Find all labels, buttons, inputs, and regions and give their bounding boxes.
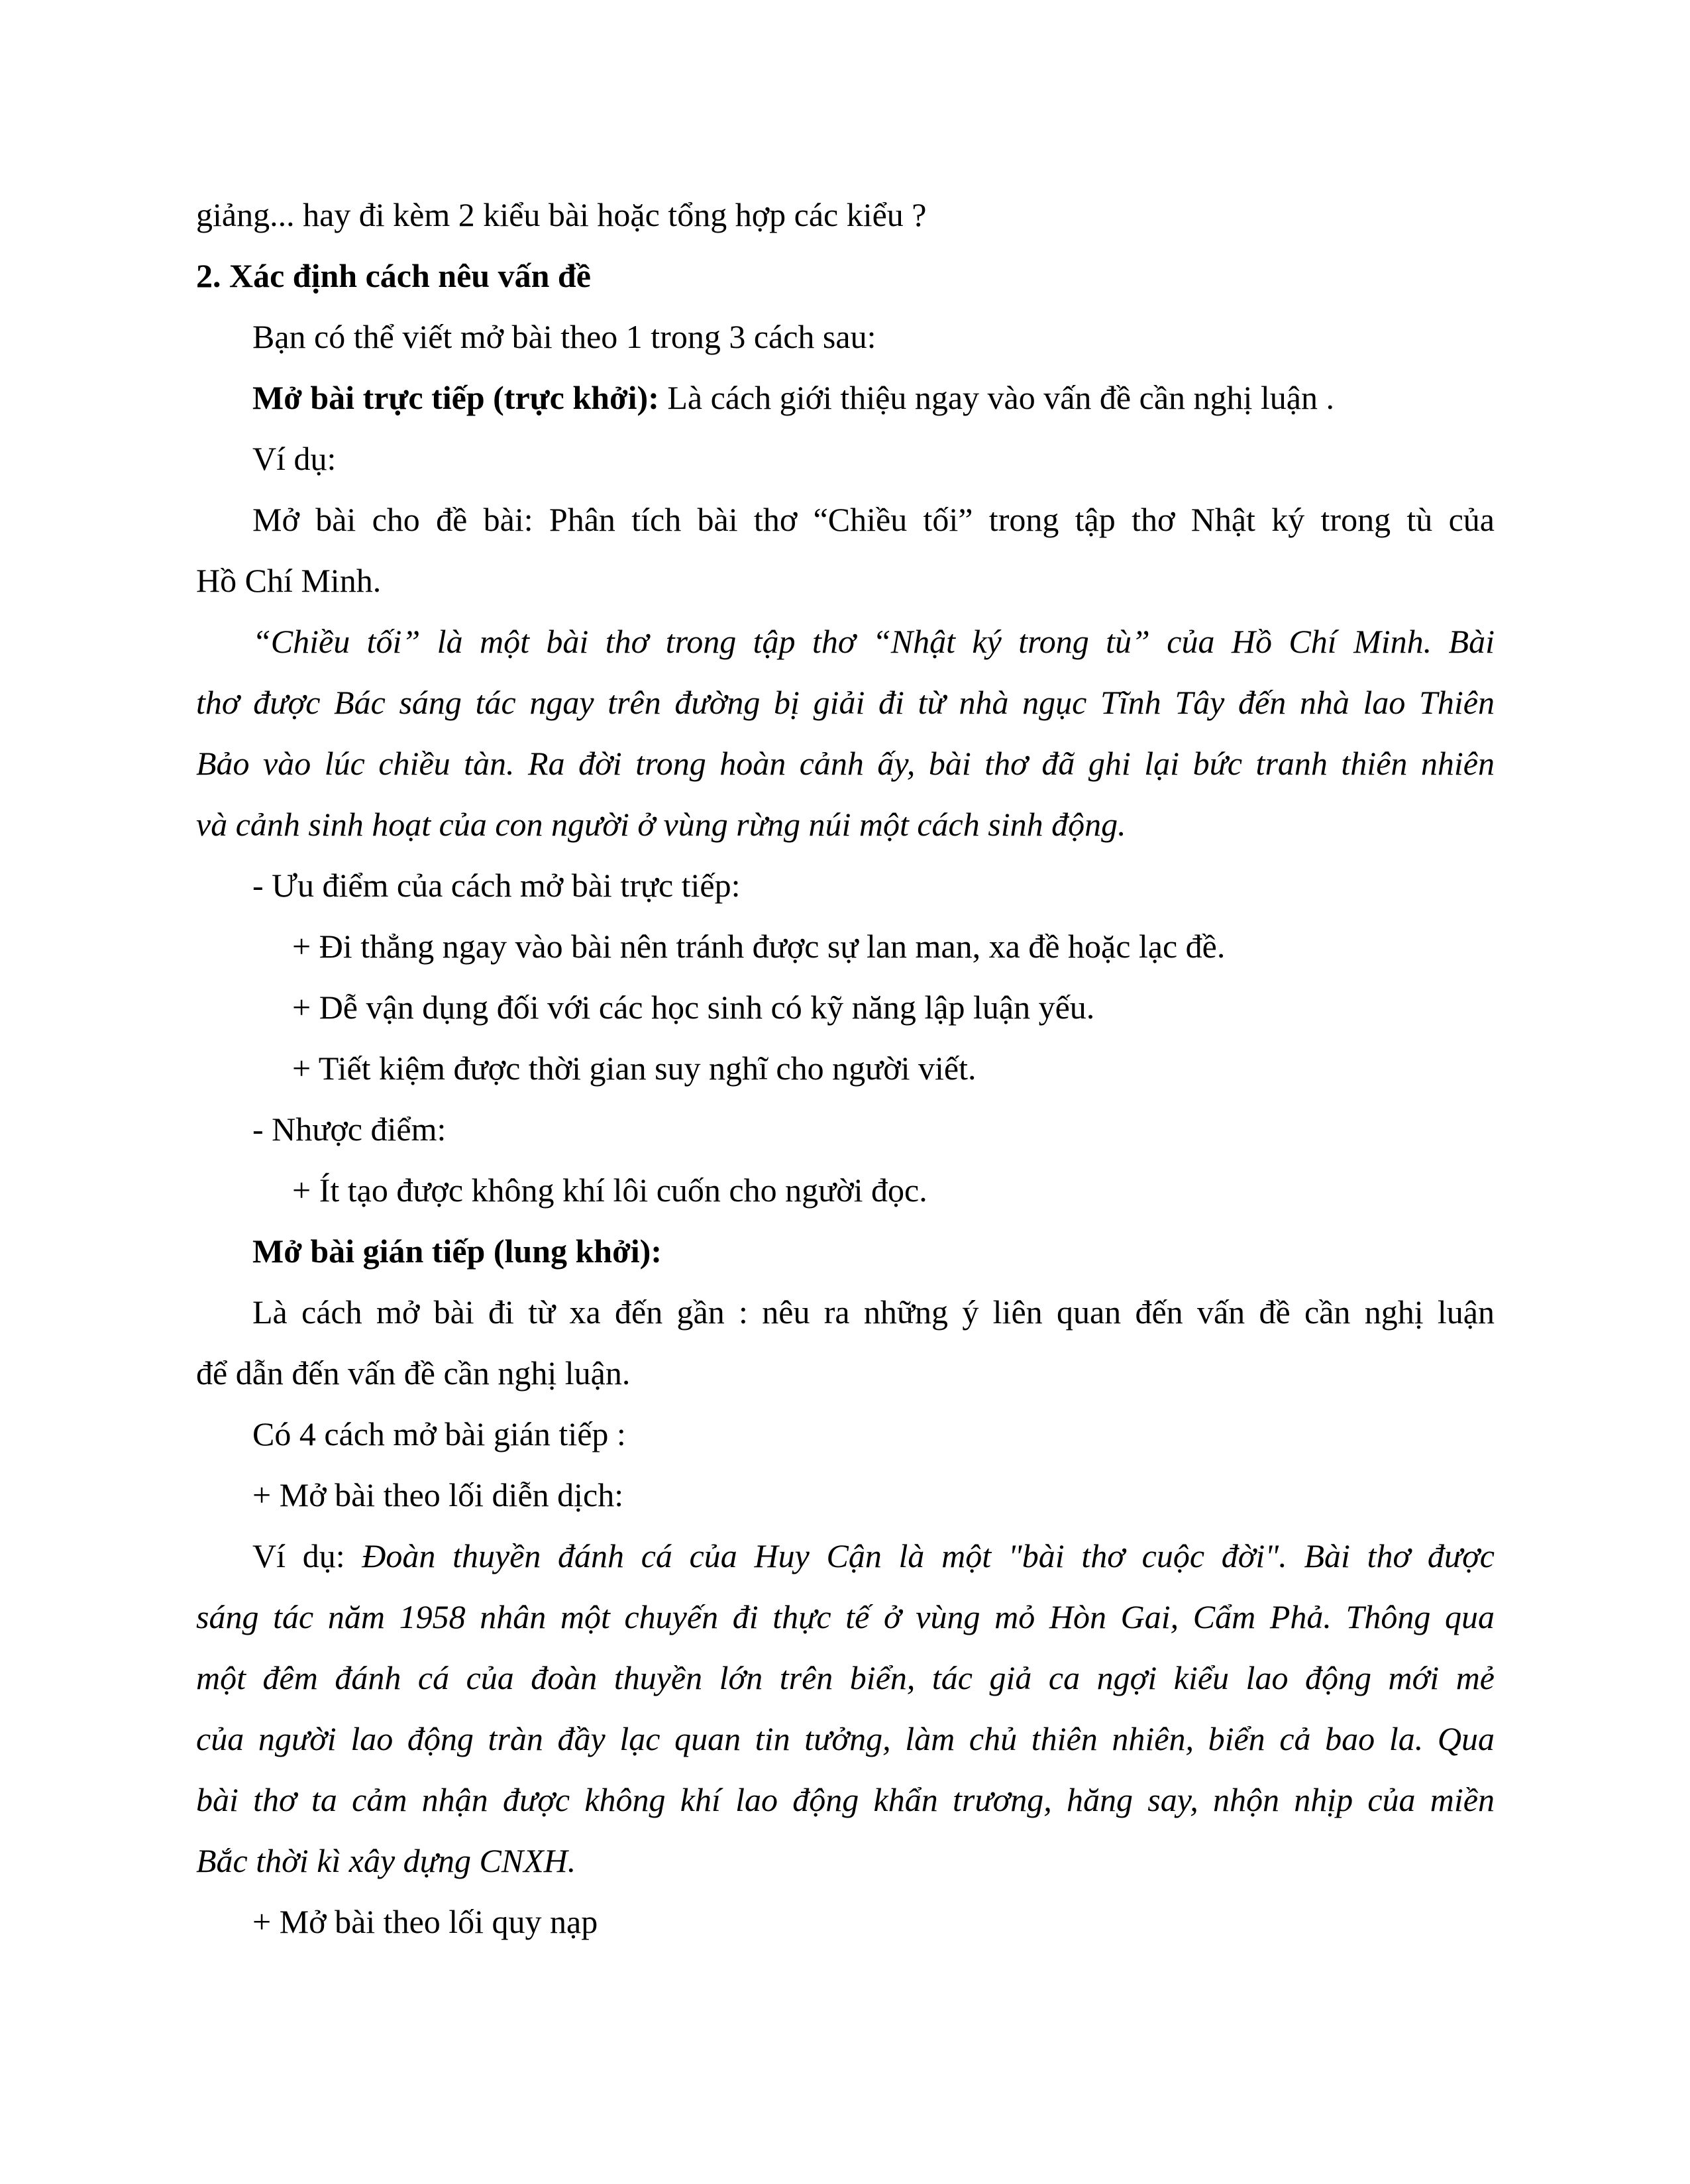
list-item: + Đi thẳng ngay vào bài nên tránh được sự lan man, xa đề hoặc lạc đề. — [292, 928, 1226, 965]
example-text-line: của người lao động tràn đầy lạc quan tin tưởng, làm chủ thiên nhiên, biển cả bao la. Qua — [196, 1720, 1495, 1757]
example-label: Ví dụ: — [252, 440, 337, 477]
list-item: + Mở bài theo lối quy nạp — [252, 1903, 598, 1940]
example-text-line: sáng tác năm 1958 nhân một chuyến đi thực tế ở vùng mỏ Hòn Gai, Cẩm Phả. Thông qua — [196, 1598, 1495, 1635]
list-heading: - Ưu điểm của cách mở bài trực tiếp: — [252, 867, 741, 904]
text-line: giảng... hay đi kèm 2 kiểu bài hoặc tổng hợp các kiểu ? — [196, 196, 927, 233]
example-label: Ví dụ: — [252, 1537, 362, 1574]
example-text-line: và cảnh sinh hoạt của con người ở vùng rừng núi một cách sinh động. — [196, 806, 1126, 843]
text-line: để dẫn đến vấn đề cần nghị luận. — [196, 1354, 631, 1392]
term-indirect-opening: Mở bài gián tiếp (lung khởi): — [252, 1232, 662, 1270]
example-text-line — [252, 1536, 1495, 1576]
example-text-line: bài thơ ta cảm nhận được không khí lao động khẩn trương, hăng say, nhộn nhịp của miền — [196, 1781, 1495, 1818]
example-text-line: Bắc thời kì xây dựng CNXH. — [196, 1842, 576, 1879]
text-line: Hồ Chí Minh. — [196, 562, 382, 599]
text-line: Có 4 cách mở bài gián tiếp : — [252, 1415, 626, 1452]
example-italic-text: Đoàn thuyền đánh cá của Huy Cận là một "bài thơ cuộc đời". Bài thơ được — [362, 1537, 1495, 1574]
definition-text: Là cách giới thiệu ngay vào vấn đề cần nghị luận . — [659, 379, 1334, 416]
list-item: + Mở bài theo lối diễn dịch: — [252, 1476, 624, 1513]
text-line: Là cách mở bài đi từ xa đến gần : nêu ra những ý liên quan đến vấn đề cần nghị luận — [252, 1293, 1495, 1331]
example-text-line: Bảo vào lúc chiều tàn. Ra đời trong hoàn cảnh ấy, bài thơ đã ghi lại bức tranh thiên nhiên — [196, 745, 1495, 782]
list-item: + Dễ vận dụng đối với các học sinh có kỹ năng lập luận yếu. — [292, 989, 1095, 1026]
list-item: + Ít tạo được không khí lôi cuốn cho người đọc. — [292, 1172, 927, 1209]
example-text-line: “Chiều tối” là một bài thơ trong tập thơ “Nhật ký trong tù” của Hồ Chí Minh. Bài — [252, 623, 1495, 660]
text-line: Mở bài cho đề bài: Phân tích bài thơ “Chiều tối” trong tập thơ Nhật ký trong tù của — [252, 501, 1495, 538]
text-line: Bạn có thể viết mở bài theo 1 trong 3 cách sau: — [252, 318, 876, 355]
definition-line — [252, 378, 1334, 417]
term-direct-opening: Mở bài trực tiếp (trực khởi): — [252, 379, 659, 416]
section-heading: 2. Xác định cách nêu vấn đề — [196, 257, 591, 294]
example-text-line: thơ được Bác sáng tác ngay trên đường bị giải đi từ nhà ngục Tĩnh Tây đến nhà lao Thiên — [196, 684, 1495, 721]
example-text-line: một đêm đánh cá của đoàn thuyền lớn trên biển, tác giả ca ngợi kiểu lao động mới mẻ — [196, 1659, 1495, 1696]
list-item: + Tiết kiệm được thời gian suy nghĩ cho người viết. — [292, 1050, 977, 1087]
list-heading: - Nhược điểm: — [252, 1111, 447, 1148]
